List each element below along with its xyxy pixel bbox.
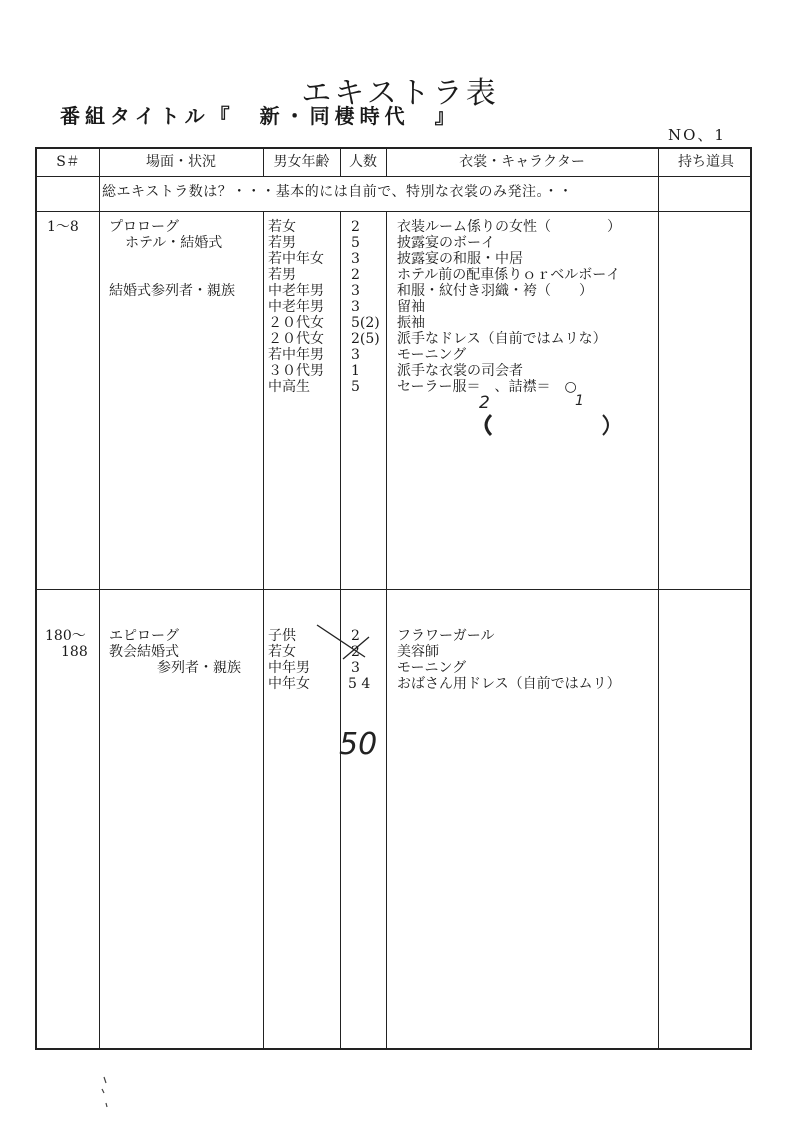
document-title: エキストラ表 [301,76,499,111]
count-cell: 2 [351,628,360,644]
header-age: 男女年齢 [273,154,330,170]
costume-cell: セーラー服＝ 、詰襟＝ ○ [397,379,577,395]
column-divider [99,149,100,1048]
age-cell: ３０代男 [268,363,324,379]
costume-cell: 美容師 [397,644,439,660]
count-cell: 5 4 [348,676,371,692]
costume-cell: 和服・紋付き羽織・袴（ ） [397,283,593,299]
column-divider [263,211,264,1048]
scan-speck [98,1075,112,1111]
section-divider [37,589,750,590]
age-cell: 中老年男 [268,299,324,315]
header-props: 持ち道具 [678,154,734,170]
situation-line: エピローグ [109,628,179,644]
situation-line: 結婚式参列者・親族 [109,283,235,299]
age-cell: 若男 [268,267,296,283]
costume-cell: 留袖 [397,299,425,315]
age-cell: ２０代女 [268,331,324,347]
age-cell: 若中年女 [268,251,324,267]
age-cell: 子供 [268,628,296,644]
count-cell: 3 [351,660,360,676]
age-cell: 若中年男 [268,347,324,363]
count-cell: 3 [351,283,360,299]
header-costume: 衣裳・キャラクター [459,154,585,170]
costume-cell: 派手な衣裳の司会者 [397,363,523,379]
age-cell: 若女 [268,219,296,235]
costume-cell: 派手なドレス（自前ではムリな） [397,331,607,347]
costume-cell: モーニング [397,660,467,676]
costume-cell: 披露宴の和服・中居 [397,251,523,267]
column-divider [658,149,659,1048]
note-divider [37,211,750,212]
handwritten-note: 1 [575,393,584,409]
handwritten-total: 50 [339,727,378,762]
handwritten-note: 2 [479,393,490,413]
age-cell: 中年男 [268,660,310,676]
count-cell: 1 [351,363,360,379]
scene-number: 188 [61,644,88,660]
count-cell: 2 [351,219,360,235]
count-cell: 2(5) [351,331,380,347]
count-cell: 2 [351,267,360,283]
situation-line: ホテル・結婚式 [125,235,223,251]
header-count: 人数 [349,154,377,170]
extras-table [35,147,752,1050]
page-number: NO、1 [668,126,726,144]
age-cell: 若女 [268,644,296,660]
count-cell: 5(2) [351,315,380,331]
count-cell: 5 [351,379,360,395]
count-cell: 3 [351,347,360,363]
scene-number: 180～ [45,628,86,644]
age-cell: ２０代女 [268,315,324,331]
header-situation: 場面・状況 [146,154,216,170]
total-extras-note: 総エキストラ数は？・・・基本的には自前で、特別な衣裳のみ発注。・・ [102,184,573,200]
situation-line: 参列者・親族 [157,660,241,676]
situation-line: 教会結婚式 [109,644,179,660]
scene-number: 1～8 [47,219,79,235]
costume-cell: フラワーガール [397,628,495,644]
costume-cell: 衣装ルーム係りの女性（ ） [397,219,621,235]
age-cell: 中高生 [268,379,310,395]
count-cell: 3 [351,251,360,267]
costume-cell: ホテル前の配車係りｏｒベルボーイ [397,267,621,283]
count-cell: 5 [351,235,360,251]
count-cell: 2 [351,644,360,660]
handwritten-brackets [477,411,617,441]
costume-cell: モーニング [397,347,467,363]
count-cell: 3 [351,299,360,315]
program-title: 番組タイトル『 新・同棲時代 』 [60,104,460,128]
column-divider [386,211,387,1048]
costume-cell: おばさん用ドレス（自前ではムリ） [397,676,621,692]
costume-cell: 振袖 [397,315,425,331]
age-cell: 若男 [268,235,296,251]
age-cell: 中年女 [268,676,310,692]
header-scene: S＃ [56,154,80,170]
age-cell: 中老年男 [268,283,324,299]
costume-cell: 披露宴のボーイ [397,235,495,251]
situation-line: プロローグ [109,219,179,235]
header-divider [37,176,750,177]
handwritten-strikethrough [313,621,373,661]
